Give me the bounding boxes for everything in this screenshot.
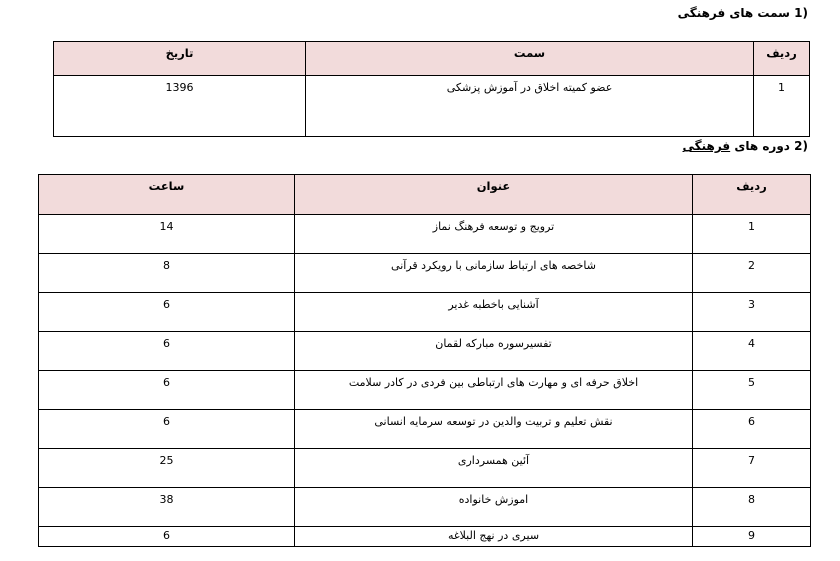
cell-row-number: 7	[693, 449, 811, 488]
cell-title: ترویج و توسعه فرهنگ نماز	[295, 215, 693, 254]
section-2-title-a: دوره های	[730, 139, 790, 153]
section-1-number: 1)	[794, 6, 808, 20]
table-header-row	[39, 175, 811, 215]
cell-title: آشنایی باخطبه غدیر	[295, 293, 693, 332]
cell-hours: 6	[39, 371, 295, 410]
cell-row-number: 3	[693, 293, 811, 332]
cell-row-number: 6	[693, 410, 811, 449]
cell-hours: 6	[39, 293, 295, 332]
cell-row-number: 8	[693, 488, 811, 527]
cultural-positions-table	[53, 41, 810, 137]
cell-title: سیری در نهج البلاغه	[295, 527, 693, 547]
table-header-row	[54, 42, 810, 76]
cell-title: تفسیرسوره مبارکه لقمان	[295, 332, 693, 371]
table-row	[39, 527, 811, 547]
section-2-heading	[683, 139, 809, 153]
cell-title: نقش تعلیم و تربیت والدین در توسعه سرمایه انسانی	[295, 410, 693, 449]
table-row	[54, 76, 810, 137]
section-2-title-b: فرهنگی	[682, 139, 731, 153]
cultural-courses-table	[38, 174, 811, 547]
header-hours: ساعت	[39, 175, 295, 215]
cell-position: عضو کمیته اخلاق در آموزش پزشکی	[306, 76, 754, 137]
cell-hours: 6	[39, 527, 295, 547]
header-title: عنوان	[295, 175, 693, 215]
cell-row-number: 4	[693, 332, 811, 371]
header-position: سمت	[306, 42, 754, 76]
cell-title: اموزش خانواده	[295, 488, 693, 527]
cell-hours: 8	[39, 254, 295, 293]
cell-hours: 25	[39, 449, 295, 488]
header-date: تاریخ	[54, 42, 306, 76]
cell-row-number: 9	[693, 527, 811, 547]
cell-hours: 6	[39, 410, 295, 449]
table-row	[39, 410, 811, 449]
section-2-number: 2)	[794, 139, 808, 153]
table-row	[39, 293, 811, 332]
table-row	[39, 332, 811, 371]
table-row	[39, 371, 811, 410]
table-row	[39, 449, 811, 488]
cell-title: آئین همسرداری	[295, 449, 693, 488]
cell-row-number: 2	[693, 254, 811, 293]
header-row-number: ردیف	[754, 42, 810, 76]
header-row-number: ردیف	[693, 175, 811, 215]
cell-hours: 38	[39, 488, 295, 527]
cell-date: 1396	[54, 76, 306, 137]
cell-title: شاخصه های ارتباط سازمانی با رویکرد قرآنی	[295, 254, 693, 293]
cell-hours: 14	[39, 215, 295, 254]
table-row	[39, 488, 811, 527]
cell-row-number: 1	[754, 76, 810, 137]
section-1-title: سمت های فرهنگی	[677, 6, 790, 20]
cell-row-number: 5	[693, 371, 811, 410]
cell-title: اخلاق حرفه ای و مهارت های ارتباطی بین فردی در کادر سلامت	[295, 371, 693, 410]
cell-row-number: 1	[693, 215, 811, 254]
cell-hours: 6	[39, 332, 295, 371]
table-row	[39, 254, 811, 293]
section-1-heading	[678, 6, 808, 20]
table-row	[39, 215, 811, 254]
